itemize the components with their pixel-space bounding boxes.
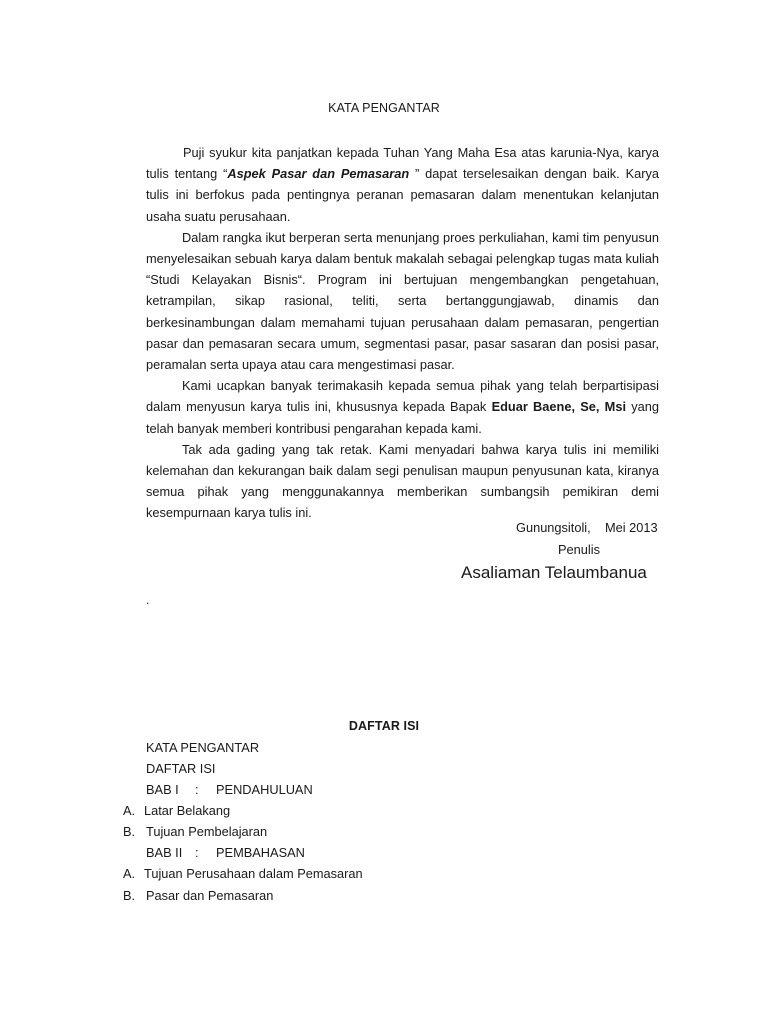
toc-item-text: BAB I	[146, 782, 179, 797]
kata-pengantar-title: KATA PENGANTAR	[328, 101, 440, 115]
toc-item-lead: B.	[123, 824, 136, 839]
paragraph-1-text-b: ” dapat terselesaikan dengan baik. Karya tulis ini berfokus pada pentingnya peranan pemasaran dalam menentukan kelanjutan usaha suatu perusahaan.	[146, 166, 659, 224]
toc-separator: :	[195, 782, 199, 797]
topic-title: Aspek Pasar dan Pemasaran	[227, 166, 410, 182]
lecturer-name: Eduar Baene, Se, Msi	[491, 399, 627, 415]
paragraph-3-text-a: Kami ucapkan banyak terimakasih kepada semua pihak yang telah berpartisipasi dalam menyusun karya tulis ini, khususnya kepada Bapak	[146, 378, 659, 415]
author-name: Asaliaman Telaumbanua	[461, 563, 647, 582]
daftar-isi-title: DAFTAR ISI	[348, 719, 420, 733]
table-of-contents	[0, 740, 768, 920]
kata-pengantar-body	[146, 142, 659, 524]
toc-item-text: DAFTAR ISI	[146, 761, 216, 776]
paragraph-3-text-b: yang telah banyak memberi kontribusi pengarahan kepada kami.	[146, 399, 659, 436]
sign-role: Penulis	[558, 542, 600, 557]
toc-item-text: Tujuan Pembelajaran	[146, 824, 268, 839]
toc-item-lead: A.	[123, 866, 136, 881]
toc-item-text: Tujuan Perusahaan dalam Pemasaran	[144, 866, 363, 881]
paragraph-1	[146, 142, 659, 227]
sign-date: Mei 2013	[605, 520, 658, 535]
sign-place: Gunungsitoli,	[516, 520, 591, 535]
paragraph-4: Tak ada gading yang tak retak. Kami menyadari bahwa karya tulis ini memiliki kelemahan dan kekurangan baik dalam segi penulisan maupun penyusunan kata, kiranya semua pihak yang menggunakannya memberikan sumbangsih pemikiran demi kesempurnaan karya tulis ini.	[146, 441, 659, 521]
toc-item-lead: A.	[123, 803, 136, 818]
toc-item-text: Latar Belakang	[144, 803, 231, 818]
toc-item-text: KATA PENGANTAR	[146, 740, 260, 755]
paragraph-3	[146, 375, 659, 439]
toc-item-subtitle: PENDAHULUAN	[216, 782, 313, 797]
toc-item-text: BAB II	[146, 845, 183, 860]
stray-mark: .	[146, 593, 150, 607]
toc-item-text: Pasar dan Pemasaran	[146, 888, 274, 903]
toc-separator: :	[195, 845, 199, 860]
toc-item-subtitle: PEMBAHASAN	[216, 845, 305, 860]
paragraph-2: Dalam rangka ikut berperan serta menunjang proes perkuliahan, kami tim penyusun menyelesaikan sebuah karya dalam bentuk makalah sebagai pelengkap tugas mata kuliah “Studi Kelayakan Bisnis“. Program ini bertujuan mengembangkan pengetahuan, ketrampilan, sikap rasional, teliti, serta bertanggungjawab, dinamis dan berkesinambungan dalam memahami tujuan perusahaan dalam pemasaran, pengertian pasar dan pemasaran secara umum, segmentasi pasar, pasar sasaran dan posisi pasar, peramalan serta upaya atau cara mengestimasi pasar.	[146, 229, 659, 373]
toc-item-lead: B.	[123, 888, 136, 903]
paragraph-1-text-a: Puji syukur kita panjatkan kepada Tuhan Yang Maha Esa atas karunia-Nya, karya tulis tentang “	[146, 145, 659, 182]
